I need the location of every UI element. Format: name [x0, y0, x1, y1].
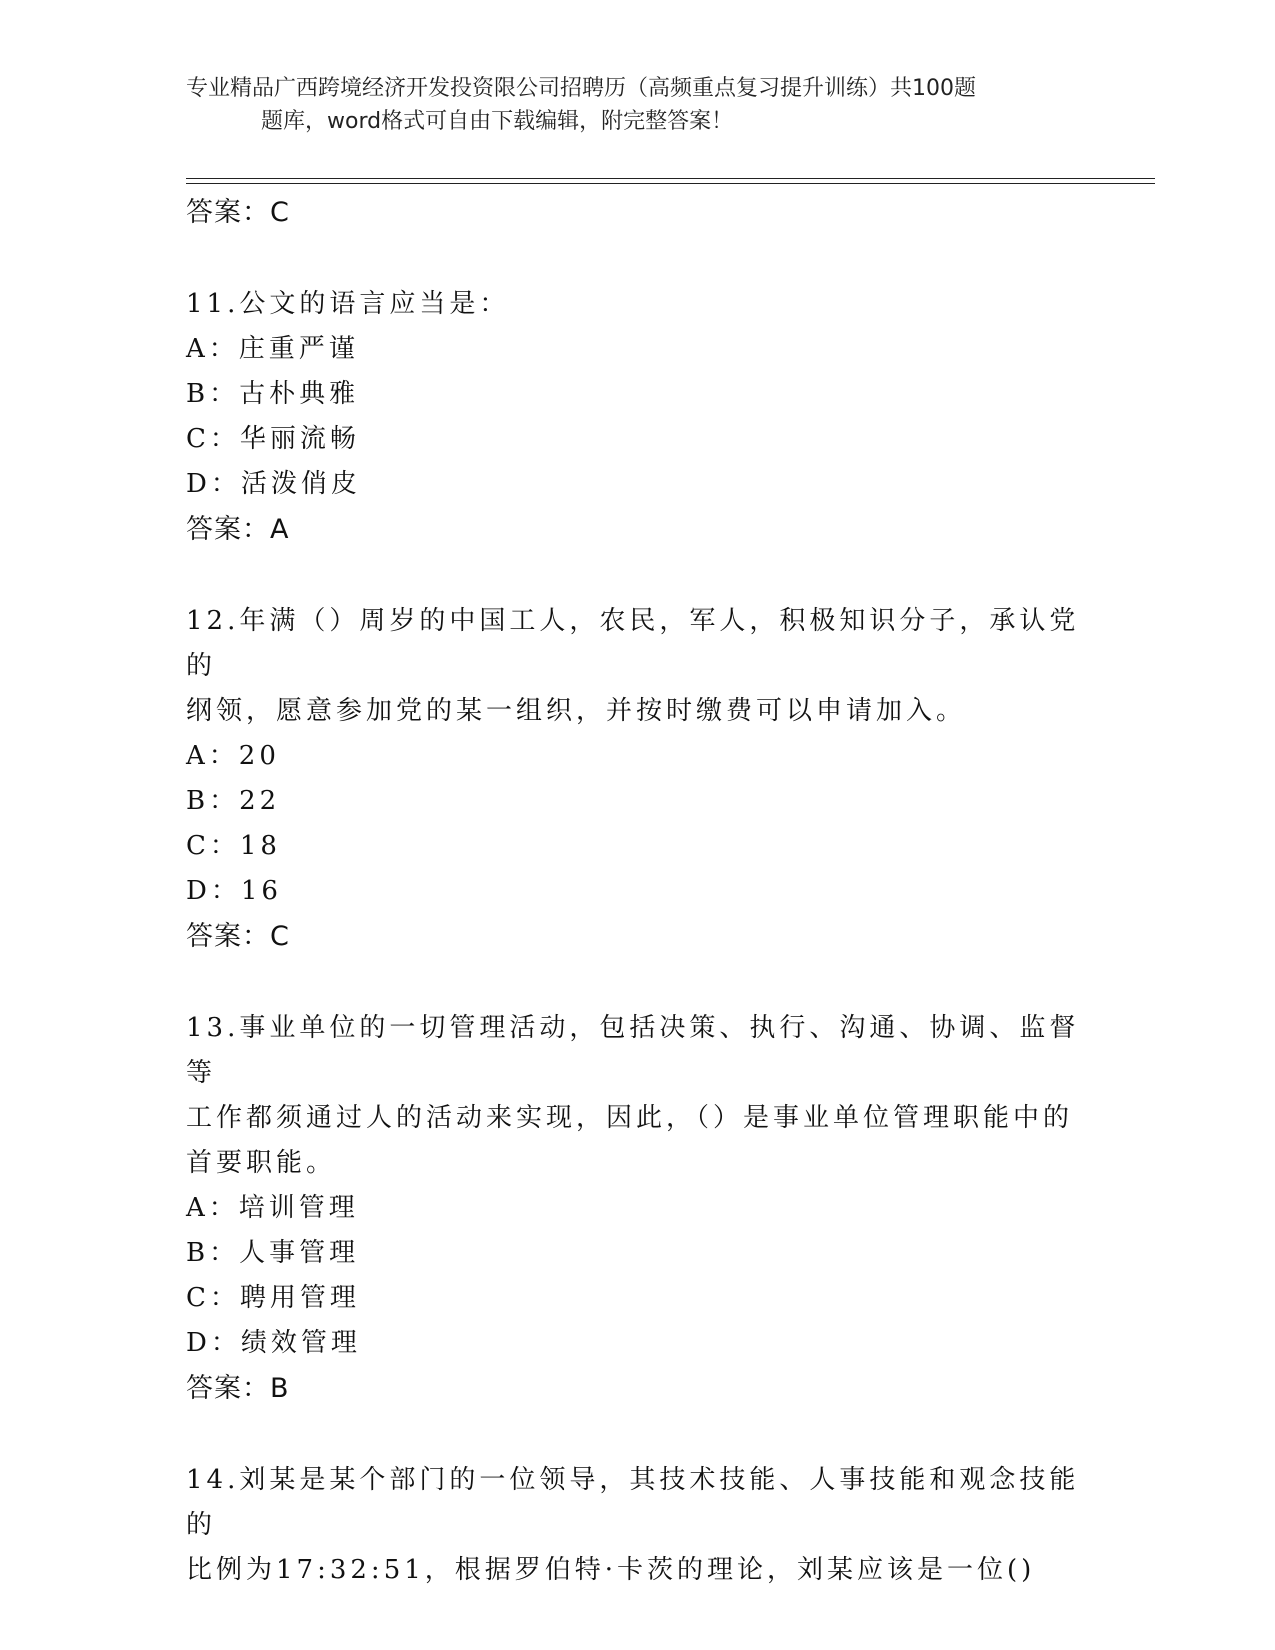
option-c: C：18: [186, 831, 281, 861]
answer-label: 答案：B: [186, 1373, 290, 1404]
option-d: D：16: [186, 876, 282, 906]
option-d: D：活泼俏皮: [186, 469, 361, 499]
question-text: 14.刘某是某个部门的一位领导，其技术技能、人事技能和观念技能的: [186, 1465, 1080, 1540]
question-text: 比例为17:32:51，根据罗伯特·卡茨的理论，刘某应该是一位(): [186, 1555, 1036, 1585]
option-b: B：古朴典雅: [186, 379, 360, 409]
option-b: B：22: [186, 786, 281, 816]
document-body: [186, 190, 1086, 1593]
question-block: [186, 282, 1086, 552]
answer-label: 答案：C: [186, 921, 290, 952]
option-b: B：人事管理: [186, 1238, 360, 1268]
option-c: C：聘用管理: [186, 1283, 360, 1313]
question-text: 13.事业单位的一切管理活动，包括决策、执行、沟通、协调、监督等: [186, 1013, 1080, 1088]
answer-label: 答案：A: [186, 514, 290, 545]
option-c: C：华丽流畅: [186, 424, 360, 454]
answer-label: 答案：C: [186, 197, 290, 228]
question-text: 纲领，愿意参加党的某一组织，并按时缴费可以申请加入。: [186, 696, 967, 726]
option-d: D：绩效管理: [186, 1328, 361, 1358]
question-block: [186, 1006, 1086, 1411]
question-text: 工作都须通过人的活动来实现，因此，（）是事业单位管理职能中的: [186, 1103, 1074, 1133]
question-block: [186, 1458, 1086, 1593]
header-rule-bottom: [186, 183, 1155, 184]
document-header: [186, 72, 1086, 138]
option-a: A：20: [186, 741, 280, 771]
question-text: 11.公文的语言应当是：: [186, 289, 510, 319]
option-a: A：庄重严谨: [186, 334, 359, 364]
question-text: 12.年满（）周岁的中国工人，农民，军人，积极知识分子，承认党的: [186, 606, 1080, 681]
header-line-2: 题库，word格式可自由下载编辑，附完整答案！: [261, 109, 734, 134]
question-text: 首要职能。: [186, 1148, 337, 1178]
question-block: [186, 599, 1086, 959]
header-rule-top: [186, 178, 1155, 179]
header-line-1: 专业精品广西跨境经济开发投资限公司招聘历（高频重点复习提升训练）共100题: [186, 76, 976, 101]
option-a: A：培训管理: [186, 1193, 359, 1223]
